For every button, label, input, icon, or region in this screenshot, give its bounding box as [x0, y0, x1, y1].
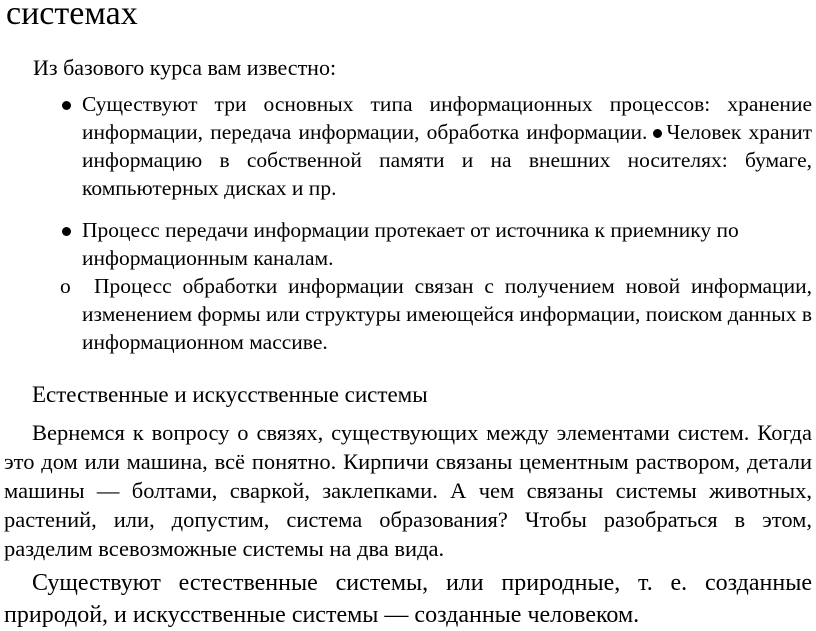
- bullet-dot-icon: [653, 129, 662, 138]
- bullet-dot-icon: [62, 101, 71, 110]
- list-item-processes-text: Существуют три основных типа информационных процессов: хранение информации, передача информации, обработка информации.: [82, 92, 812, 144]
- paragraph-connections: Вернемся к вопросу о связях, существующих между элементами систем. Когда это дом или машина, всё понятно. Кирпичи связаны цементным раствором, детали машины — болтами, сваркой, заклепками. А чем связаны системы животных, растений, или, допустим, система образования? Чтобы разобраться в этом, разделим всевозможные системы на два вида.: [4, 420, 812, 561]
- list-item-storage-text: Человек хранит информацию в собственной памяти и на внешних носителях: бумаге, компьютерных дисках и пр.: [82, 120, 812, 200]
- bullet-dot-icon: [62, 227, 71, 236]
- page-heading: системах: [6, 0, 138, 32]
- list-item-processes: [82, 90, 812, 202]
- section-subheading: Естественные и искусственные системы: [32, 382, 428, 407]
- list-item-transfer: Процесс передачи информации протекает от источника к приемнику по информационным каналам.: [82, 218, 739, 270]
- paragraph-systems-types: Существуют естественные системы, или природные, т. е. созданные природой, и искусственные системы — созданные человеком.: [4, 570, 812, 628]
- list-marker: о: [60, 274, 71, 298]
- list-item-processing: Процесс обработки информации связан с получением новой информации, изменением формы или структуры имеющейся информации, поиском данных в информационном массиве.: [82, 274, 812, 354]
- intro-text: Из базового курса вам известно:: [33, 55, 337, 80]
